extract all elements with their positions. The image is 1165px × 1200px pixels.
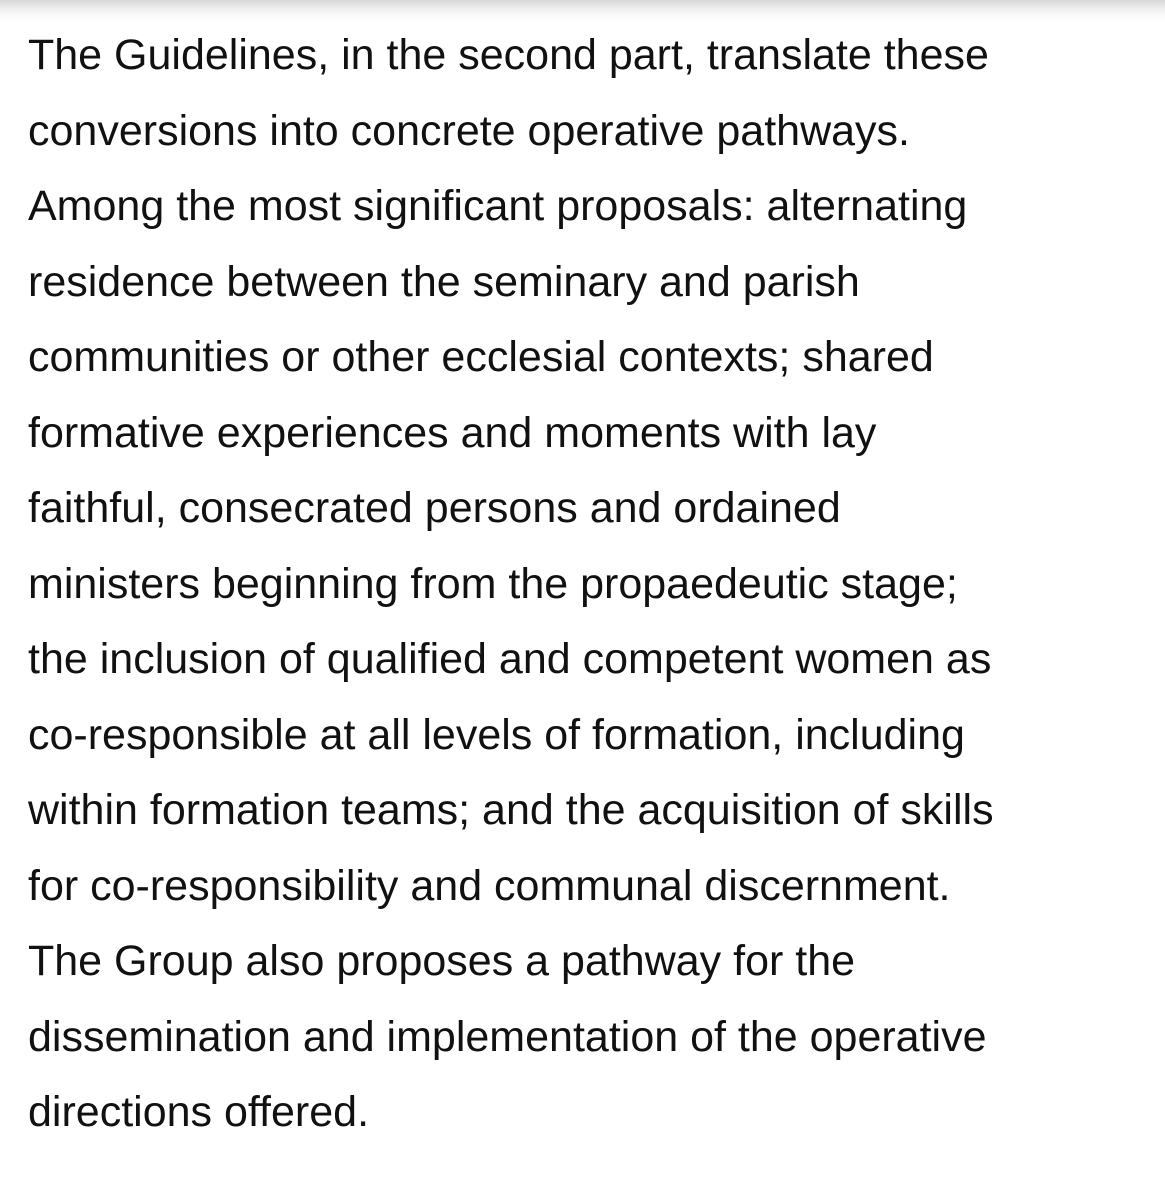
article-line: co-responsible at all levels of formation, including bbox=[28, 710, 965, 759]
article-line: formative experiences and moments with lay bbox=[28, 408, 877, 457]
article-line: faithful, consecrated persons and ordained bbox=[28, 484, 841, 532]
article-line: ministers beginning from the propaedeutic stage; bbox=[28, 559, 958, 608]
article-line: the inclusion of qualified and competent women as bbox=[28, 635, 992, 683]
article-line: conversions into concrete operative pathways. bbox=[28, 106, 910, 155]
article-line: Among the most significant proposals: alternating bbox=[28, 182, 968, 230]
article-line: The Group also proposes a pathway for the bbox=[28, 937, 856, 985]
article-line: dissemination and implementation of the operative bbox=[28, 1012, 987, 1061]
article-line: for co-responsibility and communal discernment. bbox=[28, 861, 951, 910]
article-body bbox=[28, 18, 1148, 1151]
article-line: directions offered. bbox=[28, 1088, 370, 1136]
article-line: within formation teams; and the acquisition of skills bbox=[28, 786, 994, 834]
article-line: The Guidelines, in the second part, translate these bbox=[28, 31, 989, 79]
article-line: communities or other ecclesial contexts; shared bbox=[28, 333, 934, 381]
article-line: residence between the seminary and parish bbox=[28, 257, 860, 306]
